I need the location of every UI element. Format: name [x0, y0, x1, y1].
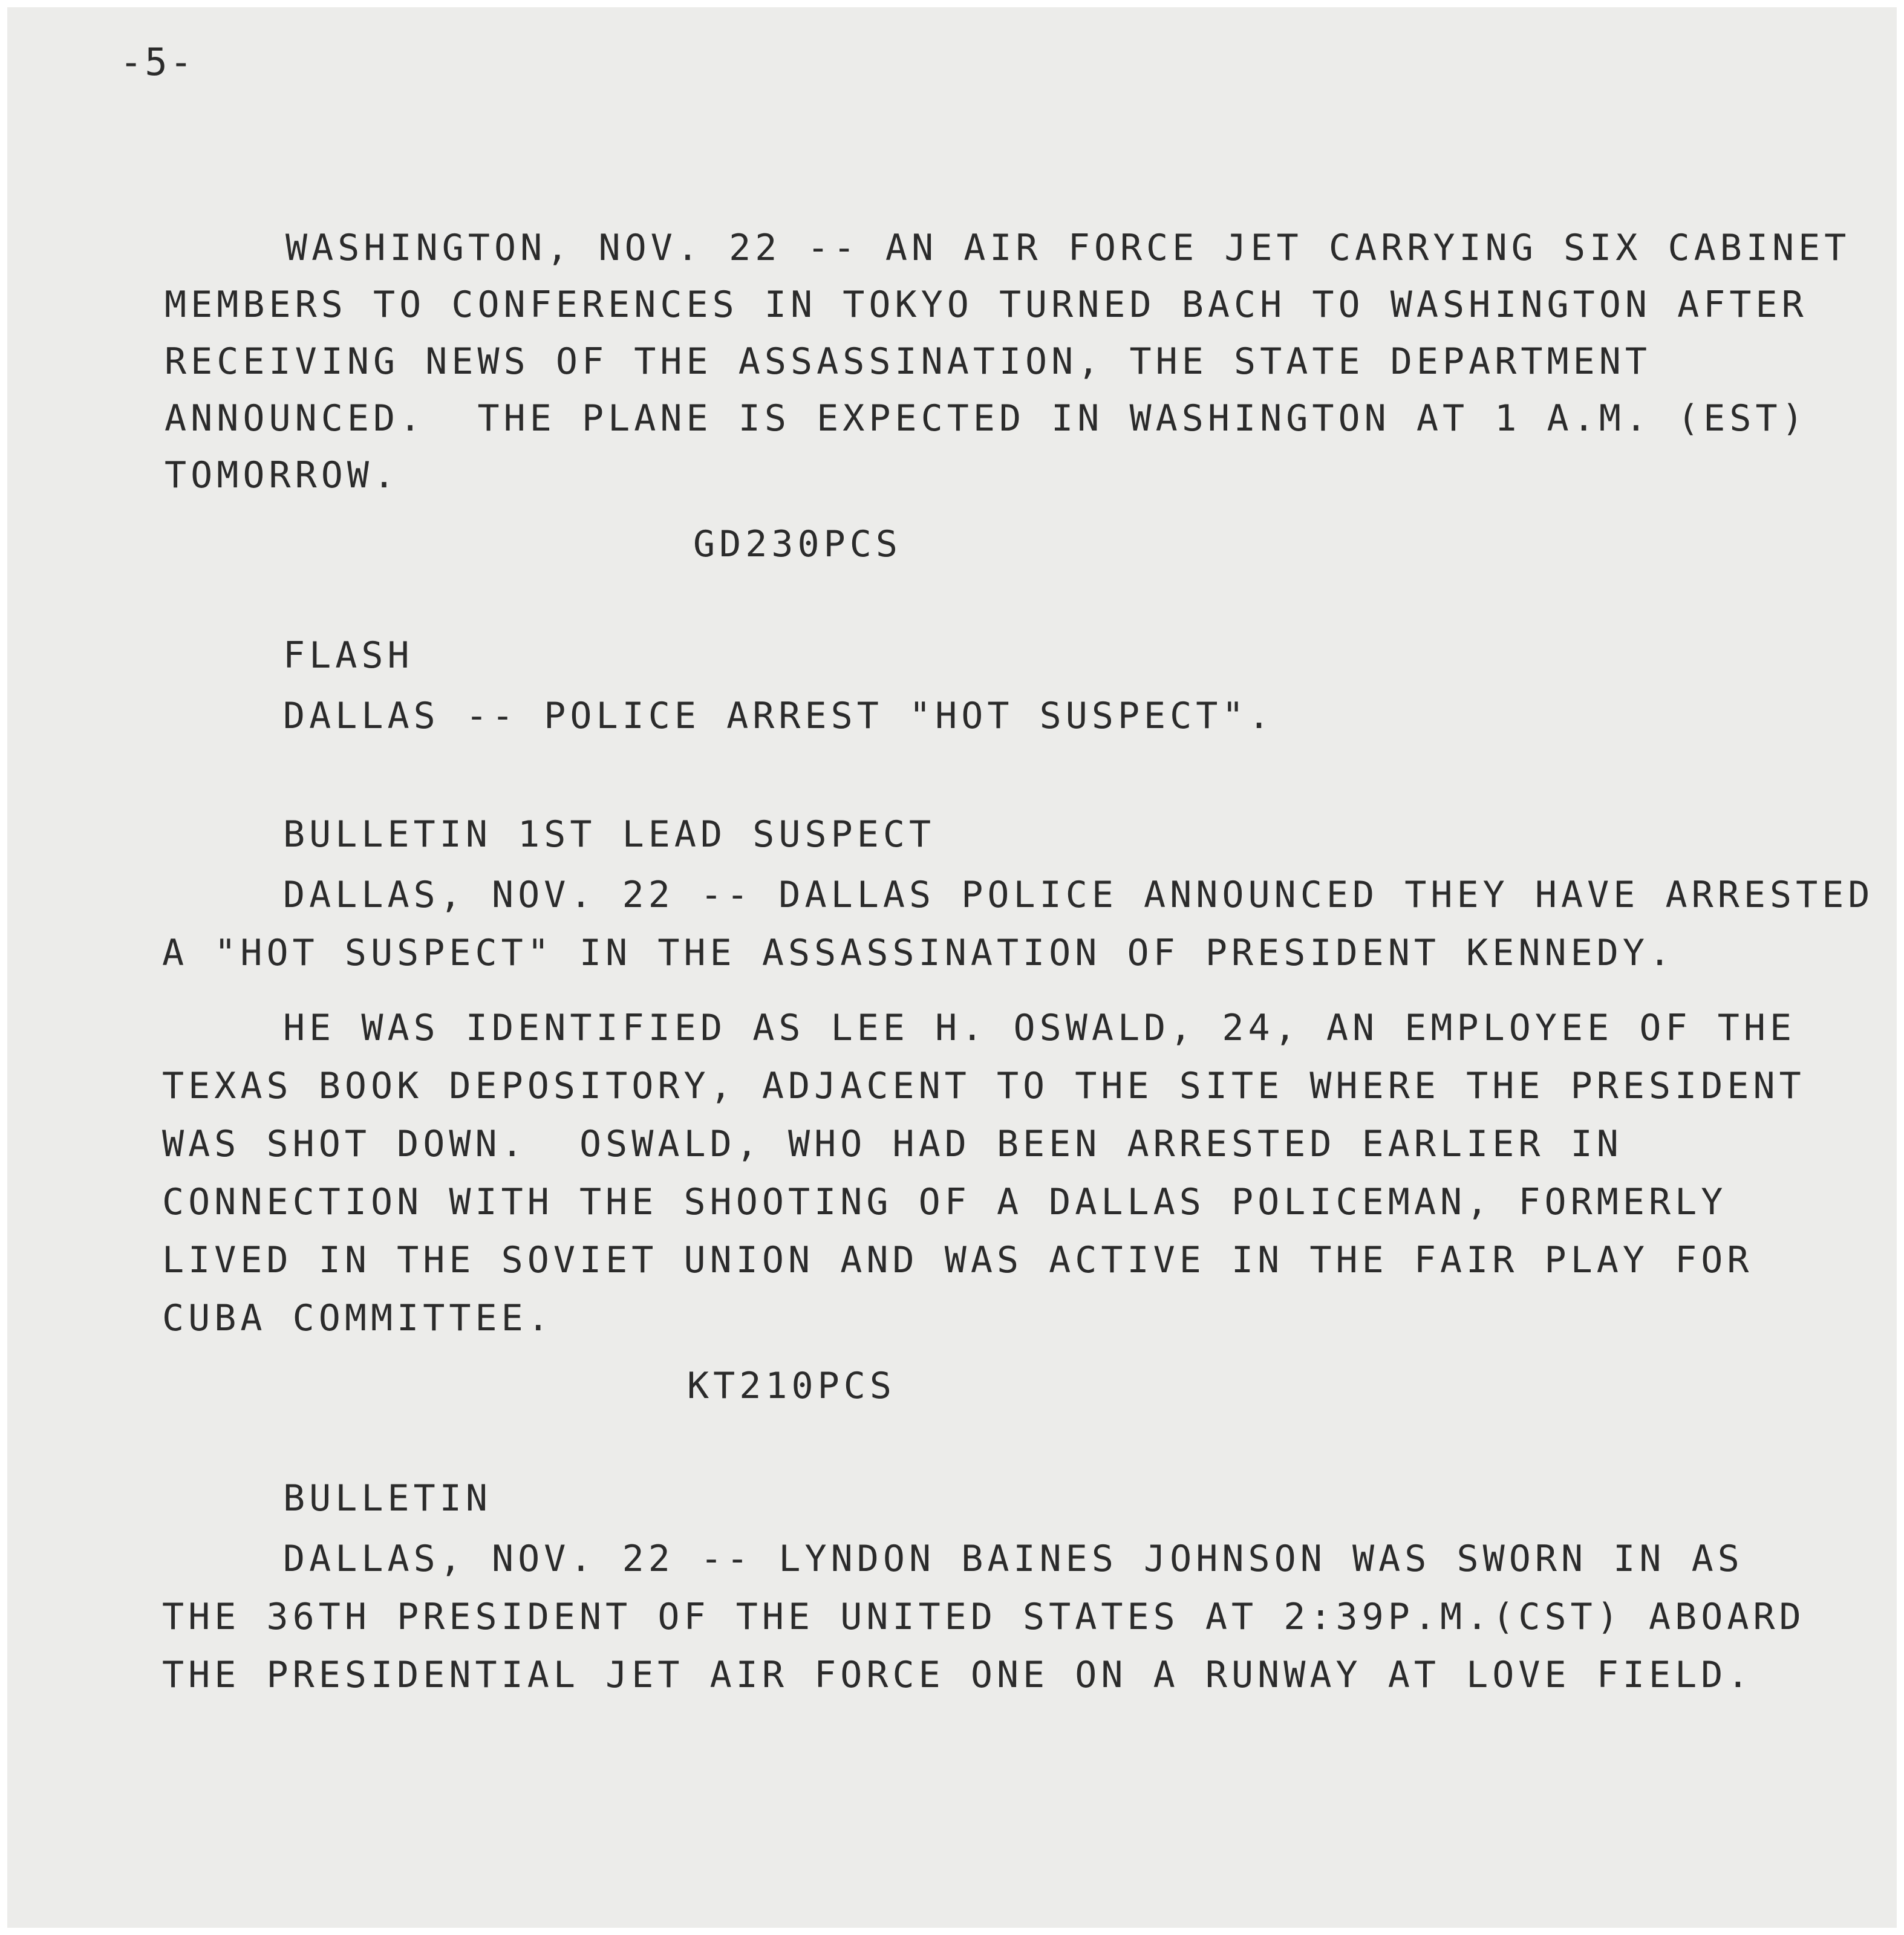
bulletin-1-heading: BULLETIN 1ST LEAD SUSPECT [283, 813, 936, 856]
story-1-signoff: GD230PCS [693, 523, 902, 565]
bulletin-2-line-1: DALLAS, NOV. 22 -- LYNDON BAINES JOHNSON WAS SWORN IN AS [283, 1538, 1744, 1580]
bulletin-1-para-2-line-2: TEXAS BOOK DEPOSITORY, ADJACENT TO THE SITE WHERE THE PRESIDENT [162, 1065, 1805, 1107]
document-page [7, 7, 1897, 1928]
bulletin-1-signoff: KT210PCS [687, 1365, 896, 1407]
bulletin-1-para-2-line-3: WAS SHOT DOWN. OSWALD, WHO HAD BEEN ARRESTED EARLIER IN [162, 1123, 1623, 1165]
bulletin-2-heading: BULLETIN [283, 1477, 492, 1520]
bulletin-1-para-2-line-5: LIVED IN THE SOVIET UNION AND WAS ACTIVE IN THE FAIR PLAY FOR [162, 1239, 1753, 1281]
story-1-line-5: TOMORROW. [165, 454, 400, 496]
story-1-line-1: WASHINGTON, NOV. 22 -- AN AIR FORCE JET CARRYING SIX CABINET [285, 227, 1851, 269]
bulletin-2-line-3: THE PRESIDENTIAL JET AIR FORCE ONE ON A RUNWAY AT LOVE FIELD. [162, 1654, 1753, 1696]
bulletin-1-para-2-line-4: CONNECTION WITH THE SHOOTING OF A DALLAS POLICEMAN, FORMERLY [162, 1181, 1727, 1223]
bulletin-1-para-2-line-6: CUBA COMMITTEE. [162, 1297, 553, 1339]
bulletin-1-para-2-line-1: HE WAS IDENTIFIED AS LEE H. OSWALD, 24, AN EMPLOYEE OF THE [283, 1007, 1796, 1049]
bulletin-1-para-1-line-1: DALLAS, NOV. 22 -- DALLAS POLICE ANNOUNCED THEY HAVE ARRESTED [283, 874, 1874, 916]
flash-line: DALLAS -- POLICE ARREST "HOT SUSPECT". [283, 695, 1274, 737]
bulletin-2-line-2: THE 36TH PRESIDENT OF THE UNITED STATES AT 2:39P.M.(CST) ABOARD [162, 1596, 1805, 1638]
page-number: -5- [120, 40, 195, 84]
story-1-line-3: RECEIVING NEWS OF THE ASSASSINATION, THE STATE DEPARTMENT [165, 340, 1652, 383]
bulletin-1-para-1-line-2: A "HOT SUSPECT" IN THE ASSASSINATION OF PRESIDENT KENNEDY. [162, 932, 1675, 974]
flash-heading: FLASH [283, 634, 414, 677]
story-1-line-2: MEMBERS TO CONFERENCES IN TOKYO TURNED BACH TO WASHINGTON AFTER [165, 284, 1808, 326]
story-1-line-4: ANNOUNCED. THE PLANE IS EXPECTED IN WASHINGTON AT 1 A.M. (EST) [165, 397, 1808, 440]
